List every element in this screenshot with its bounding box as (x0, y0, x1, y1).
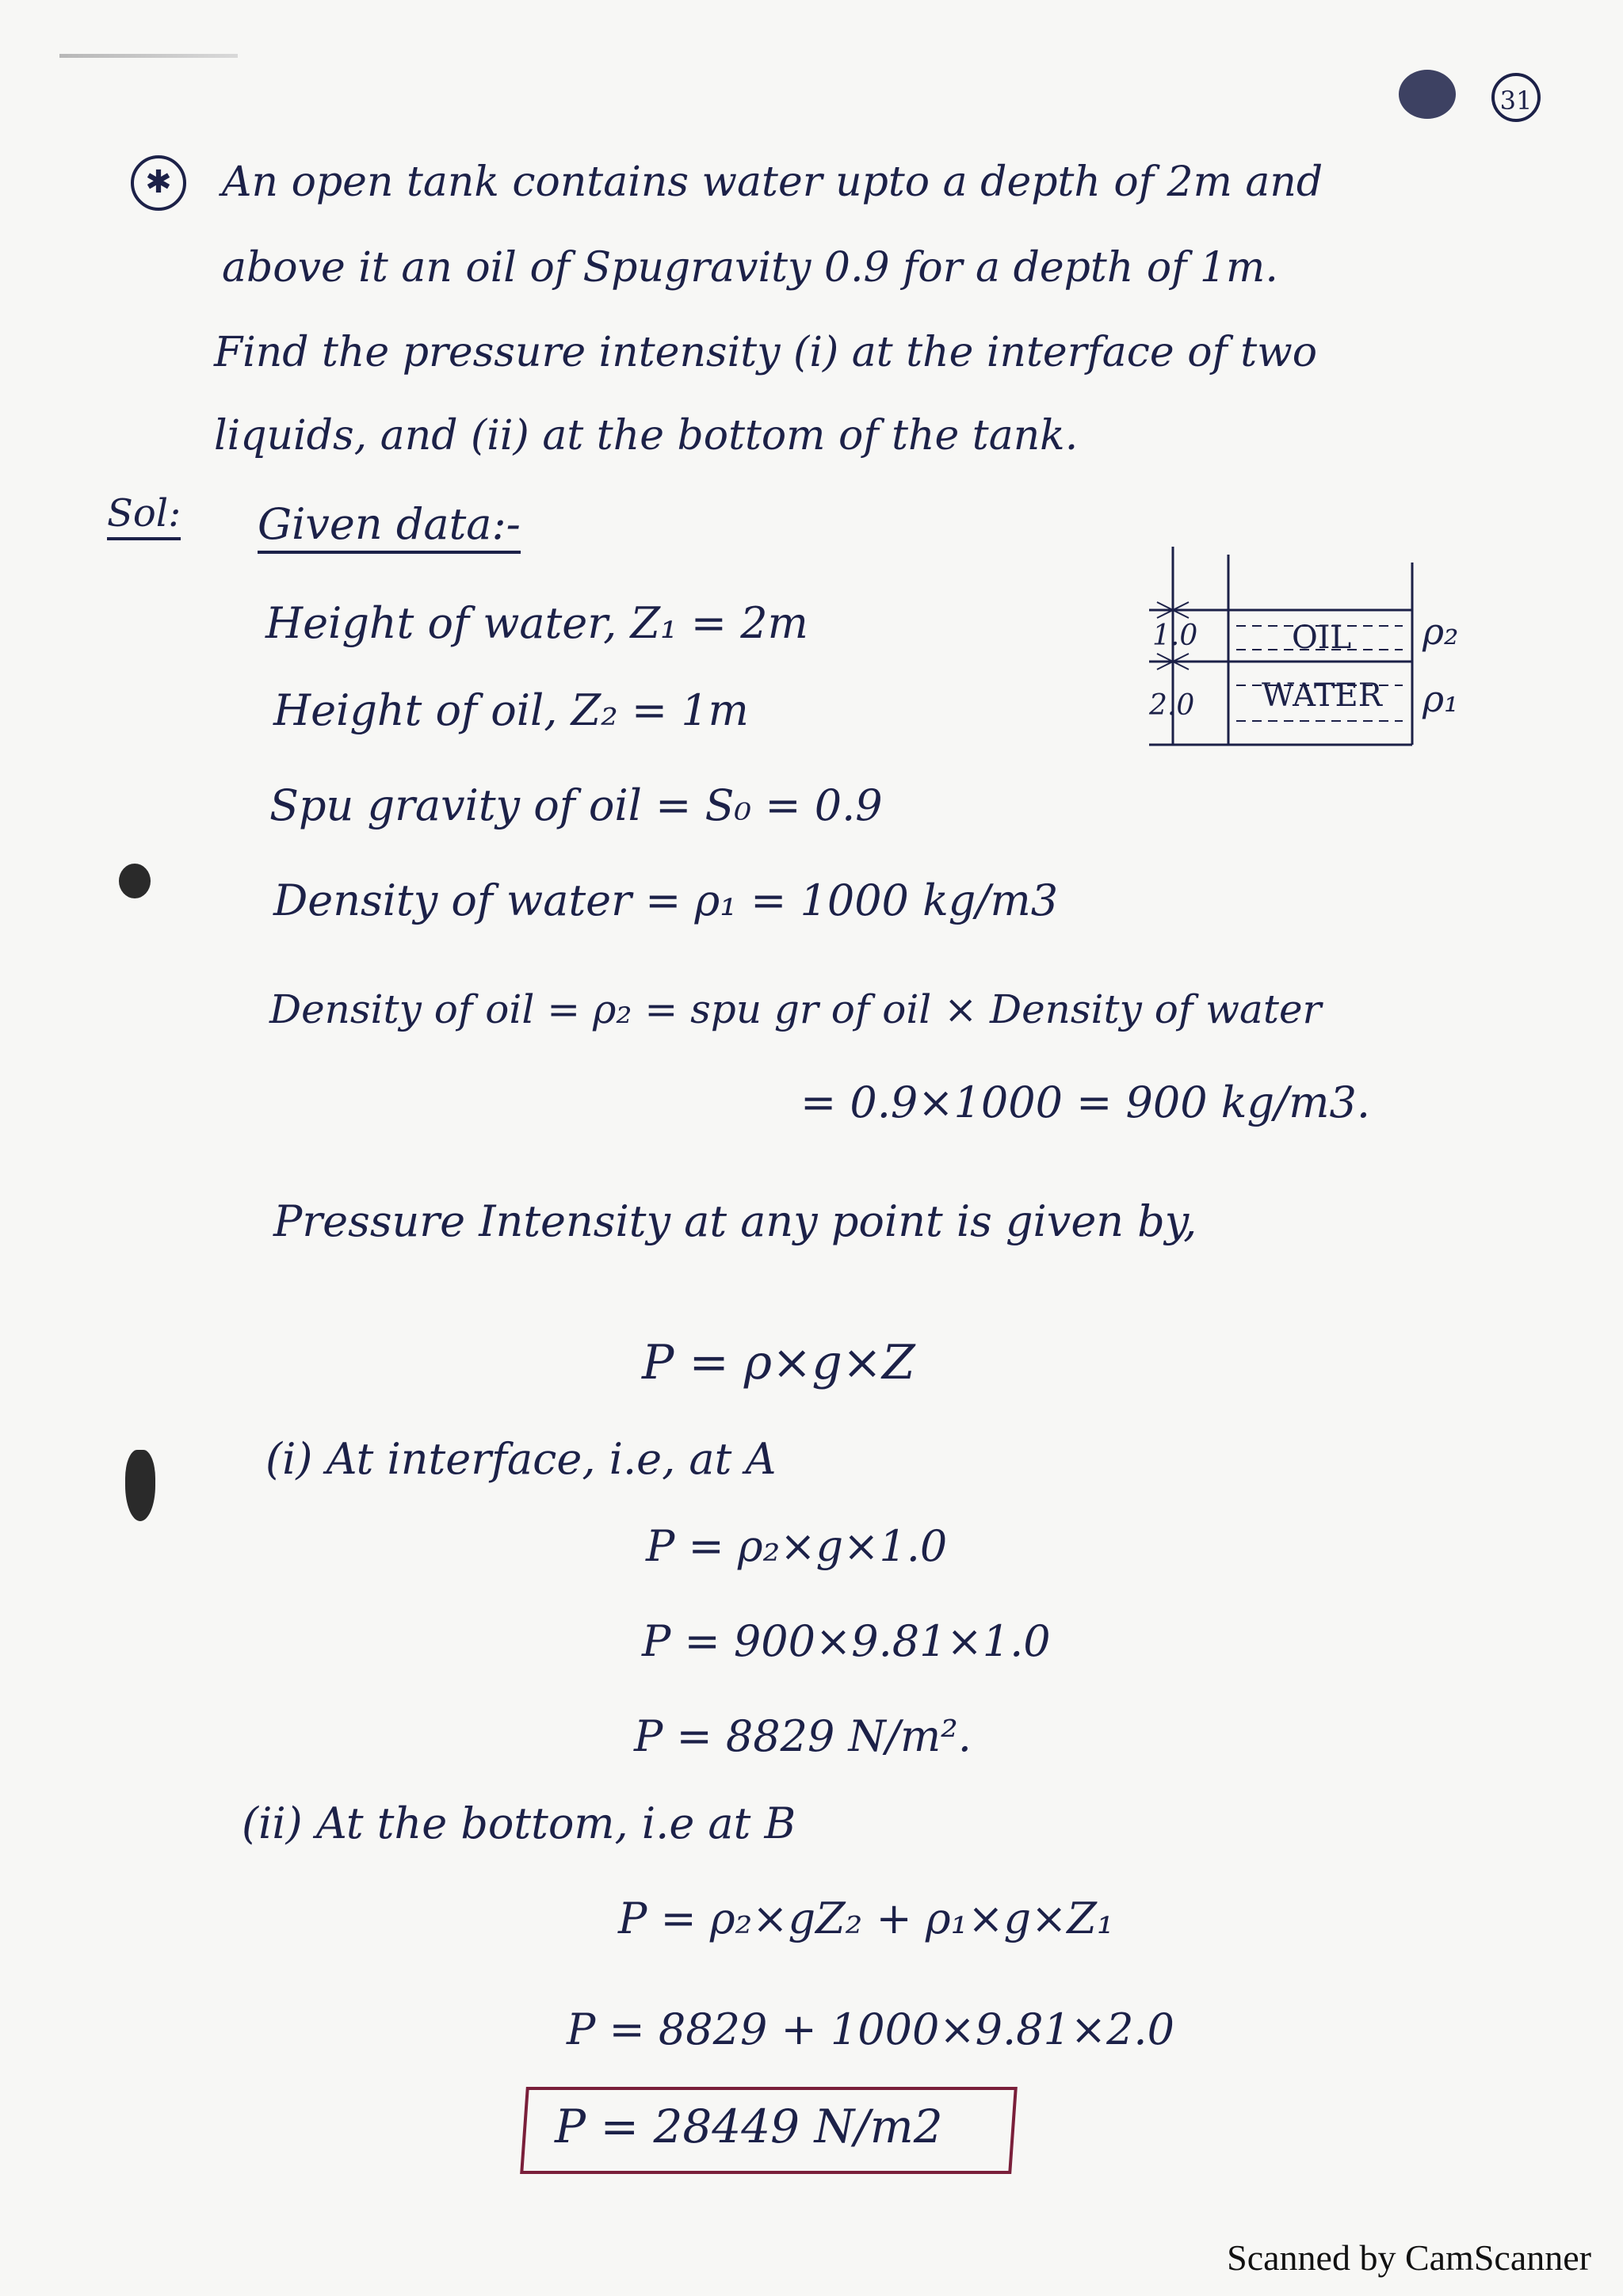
part1-step-2: P = 900×9.81×1.0 (642, 1616, 1051, 1666)
given-height-water: Height of water, Z₁ = 2m (265, 598, 808, 648)
part2-step-1: P = ρ₂×gZ₂ + ρ₁×g×Z₁ (618, 1894, 1114, 1943)
oil-depth-label: 1.0 (1152, 620, 1198, 652)
ink-blot (125, 1450, 155, 1521)
given-height-oil: Height of oil, Z₂ = 1m (273, 685, 749, 735)
given-specific-gravity: Spu gravity of oil = S₀ = 0.9 (269, 780, 883, 830)
given-density-water: Density of water = ρ₁ = 1000 kg/m3 (273, 875, 1059, 925)
part2-step-2: P = 8829 + 1000×9.81×2.0 (567, 2004, 1174, 2054)
question-line-4: liquids, and (ii) at the bottom of the tank. (214, 412, 1079, 460)
question-line-2: above it an oil of Spugravity 0.9 for a depth of 1m. (222, 244, 1278, 292)
water-label: WATER (1262, 677, 1382, 714)
rho-water-label: ρ₁ (1423, 677, 1459, 720)
ink-blot (119, 864, 151, 898)
pressure-intro: Pressure Intensity at any point is given by, (273, 1196, 1197, 1246)
rho-oil-label: ρ₂ (1423, 610, 1459, 653)
page-number: 31 (1491, 73, 1541, 122)
question-line-1: An open tank contains water upto a depth of 2m and (222, 158, 1323, 206)
solution-label: Sol: (107, 491, 181, 540)
part1-heading: (i) At interface, i.e, at A (265, 1434, 777, 1484)
part2-heading: (ii) At the bottom, i.e at B (242, 1798, 796, 1848)
pressure-formula: P = ρ×g×Z (642, 1335, 915, 1390)
scan-edge-line (59, 54, 238, 58)
given-density-oil: Density of oil = ρ₂ = spu gr of oil × Density of water (269, 986, 1322, 1032)
part1-step-1: P = ρ₂×g×1.0 (646, 1521, 948, 1571)
tank-diagram (1141, 547, 1474, 756)
oil-label: OIL (1292, 620, 1352, 656)
scanner-watermark: Scanned by CamScanner (1227, 2237, 1591, 2278)
water-depth-label: 2.0 (1149, 689, 1195, 722)
part1-step-3: P = 8829 N/m². (634, 1711, 972, 1761)
given-density-oil-result: = 0.9×1000 = 900 kg/m3. (800, 1077, 1370, 1127)
given-heading (258, 499, 521, 549)
question-line-3: Find the pressure intensity (i) at the interface of two (214, 329, 1318, 376)
ink-blot-stamp (1399, 70, 1456, 119)
final-answer: P = 28449 N/m2 (555, 2100, 943, 2153)
star-marker-icon: ✱ (131, 155, 186, 211)
given-heading-text: Given data:- (258, 499, 521, 554)
